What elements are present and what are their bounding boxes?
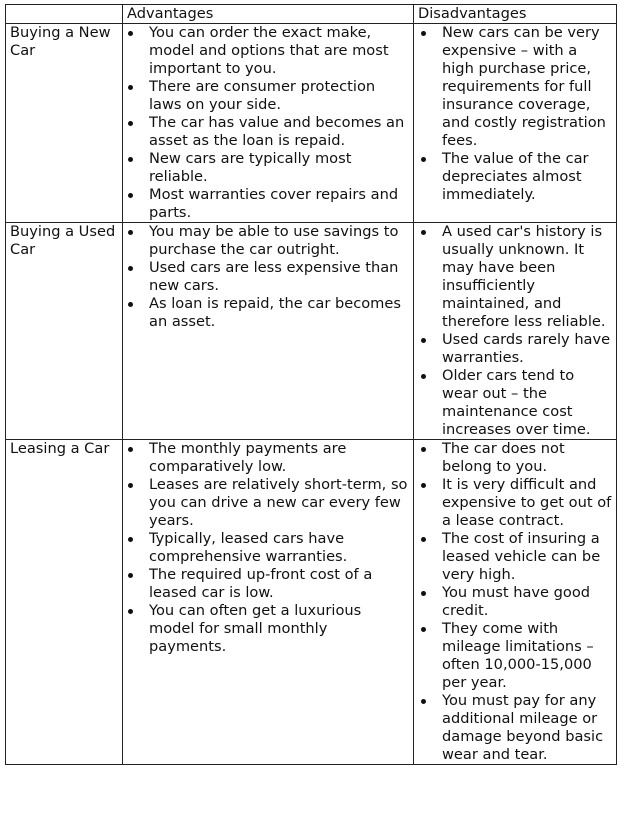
list-item: Used cars are less expensive than new cars. bbox=[149, 259, 409, 295]
list-item: Used cards rarely have warranties. bbox=[442, 331, 611, 366]
advantages-list bbox=[127, 223, 409, 331]
header-row bbox=[6, 5, 617, 24]
list-item: The cost of insuring a leased vehicle can be very high. bbox=[442, 530, 612, 584]
disadvantages-list bbox=[418, 223, 612, 439]
row-label: Leasing a Car bbox=[6, 440, 123, 765]
list-item: New cars are typically most reliable. bbox=[149, 150, 409, 186]
list-item: The value of the car depreciates almost immediately. bbox=[442, 150, 612, 204]
table-row bbox=[6, 440, 617, 765]
list-item: You must have good credit. bbox=[442, 584, 612, 620]
row-label: Buying a New Car bbox=[6, 24, 123, 223]
disadvantages-cell bbox=[414, 223, 617, 440]
list-item: They come with mileage limitations – often 10,000-15,000 per year. bbox=[442, 620, 612, 692]
list-item: The car does not belong to you. bbox=[442, 440, 612, 476]
list-item: Most warranties cover repairs and parts. bbox=[149, 186, 409, 222]
list-item: You must pay for any additional mileage or damage beyond basic wear and tear. bbox=[442, 692, 612, 764]
list-item: As loan is repaid, the car becomes an asset. bbox=[149, 295, 409, 331]
disadvantages-cell bbox=[414, 440, 617, 765]
header-empty bbox=[6, 5, 123, 24]
list-item: The required up-front cost of a leased car is low. bbox=[149, 566, 409, 602]
header-advantages: Advantages bbox=[123, 5, 414, 24]
table-row bbox=[6, 223, 617, 440]
table-row bbox=[6, 24, 617, 223]
list-item: Older cars tend to wear out – the maintenance cost increases over time. bbox=[442, 367, 612, 439]
header-disadvantages: Disadvantages bbox=[414, 5, 617, 24]
disadvantages-list bbox=[418, 440, 612, 764]
advantages-list bbox=[127, 24, 409, 222]
list-item: A used car's history is usually unknown. It may have been insufficiently maintained, and therefore less reliable. bbox=[442, 223, 612, 331]
disadvantages-list bbox=[418, 24, 612, 204]
list-item: New cars can be very expensive – with a high purchase price, requirements for full insurance coverage, and costly registration fees. bbox=[442, 24, 612, 150]
list-item: Leases are relatively short-term, so you can drive a new car every few years. bbox=[149, 476, 408, 529]
list-item: The monthly payments are comparatively low. bbox=[149, 440, 409, 476]
list-item: The car has value and becomes an asset as the loan is repaid. bbox=[149, 114, 409, 150]
disadvantages-cell bbox=[414, 24, 617, 223]
list-item: There are consumer protection laws on your side. bbox=[149, 78, 409, 114]
list-item: You can order the exact make, model and options that are most important to you. bbox=[149, 24, 409, 78]
list-item: You may be able to use savings to purchase the car outright. bbox=[149, 223, 409, 259]
list-item: You can often get a luxurious model for small monthly payments. bbox=[149, 602, 409, 656]
list-item: It is very difficult and expensive to get out of a lease contract. bbox=[442, 476, 612, 529]
list-item: Typically, leased cars have comprehensive warranties. bbox=[149, 530, 409, 566]
advantages-cell bbox=[123, 440, 414, 765]
advantages-list bbox=[127, 440, 409, 656]
advantages-cell bbox=[123, 24, 414, 223]
advantages-cell bbox=[123, 223, 414, 440]
row-label: Buying a Used Car bbox=[6, 223, 123, 440]
comparison-table bbox=[5, 4, 617, 765]
